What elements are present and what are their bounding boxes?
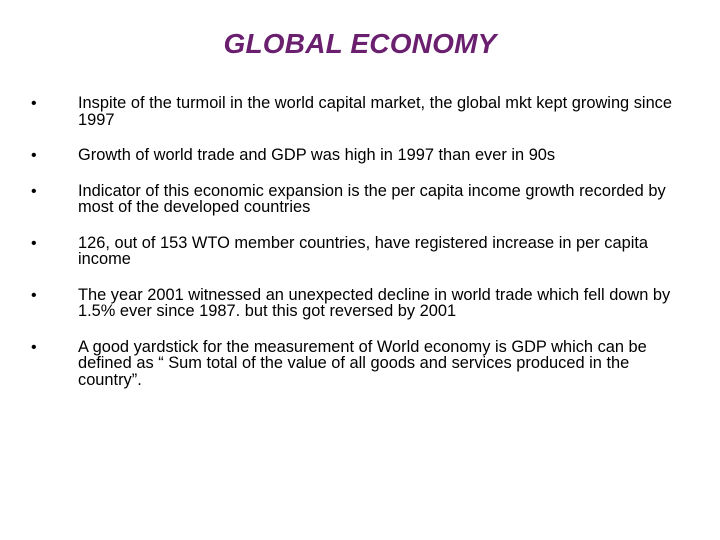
bullet-icon: •	[31, 286, 37, 304]
bullet-text: The year 2001 witnessed an unexpected decline in world trade which fell down by 1.5% ever since 1987. but this got reversed by 2001	[78, 285, 671, 320]
bullet-item	[0, 95, 720, 128]
bullet-text: Growth of world trade and GDP was high in 1997 than ever in 90s	[78, 146, 556, 164]
bullet-icon: •	[31, 338, 37, 356]
bullet-text: 126, out of 153 WTO member countries, have registered increase in per capita income	[78, 233, 649, 268]
bullet-icon: •	[31, 147, 37, 164]
bullet-text: A good yardstick for the measurement of World economy is GDP which can be defined as “ Sum total of the value of all goods and services produced in the country”.	[78, 337, 647, 389]
bullet-item	[0, 183, 720, 216]
bullet-text: Indicator of this economic expansion is the per capita income growth recorded by most of the developed countries	[78, 181, 666, 216]
bullet-item	[0, 287, 720, 320]
bullet-icon: •	[31, 182, 37, 200]
bullet-icon: •	[31, 234, 37, 252]
bullet-icon: •	[31, 95, 37, 112]
bullet-item	[0, 339, 720, 389]
slide-title: GLOBAL ECONOMY	[223, 28, 497, 59]
bullet-item	[0, 235, 720, 268]
bullet-item	[0, 147, 720, 164]
bullet-list	[0, 95, 720, 407]
bullet-text: Inspite of the turmoil in the world capital market, the global mkt kept growing since 1997	[78, 94, 672, 129]
